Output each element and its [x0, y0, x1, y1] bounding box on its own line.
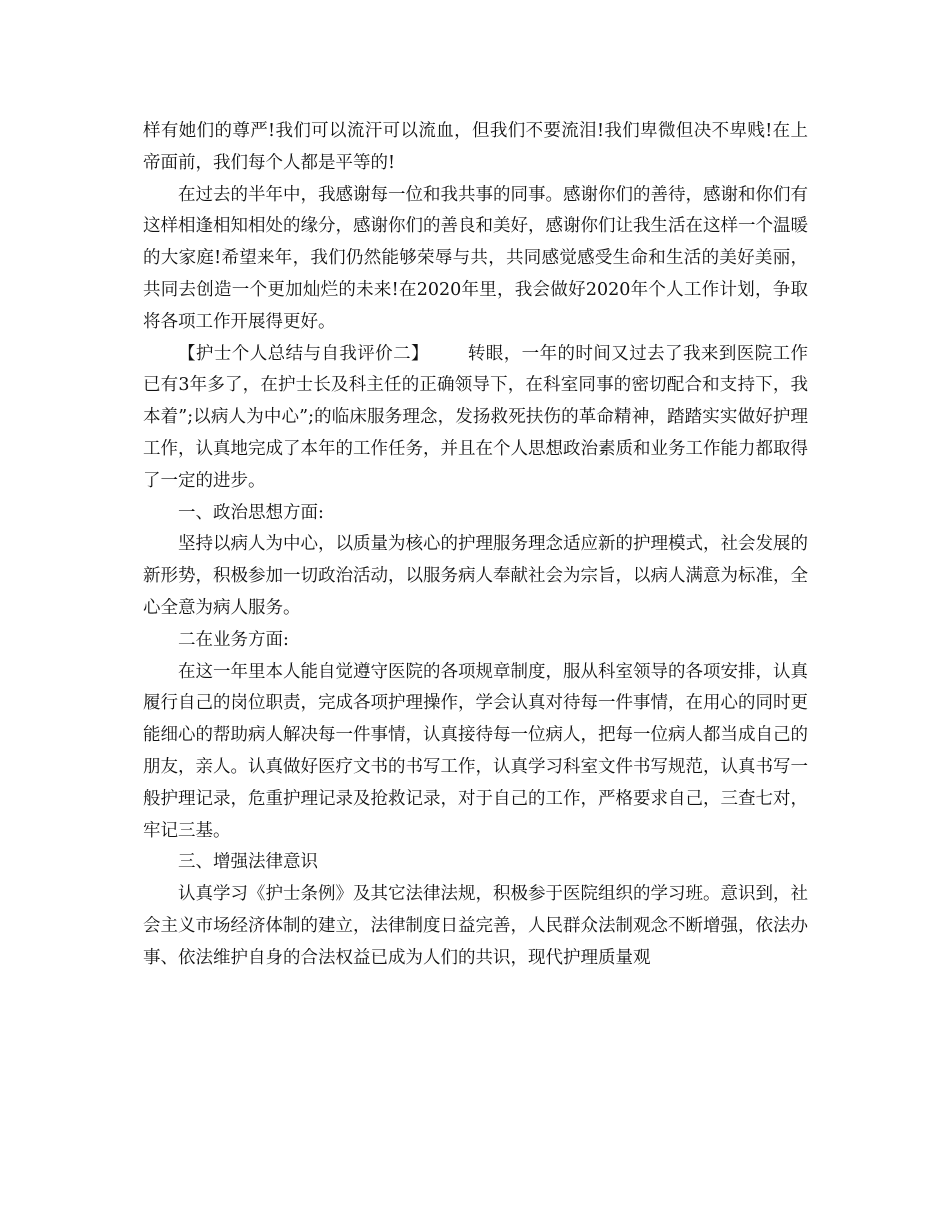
paragraph-law: 认真学习《护士条例》及其它法律法规，积极参于医院组织的学习班。意识到，社会主义市场经济体制的建立，法律制度日益完善，人民群众法制观念不断增强，依法办事、依法维护自身的合法权益已成为人们的共识，现代护理质量观: [143, 884, 808, 968]
paragraph-business: 在这一年里本人能自觉遵守医院的各项规章制度，服从科室领导的各项安排，认真履行自己的岗位职责，完成各项护理操作，学会认真对待每一件事情，在用心的同时更能细心的帮助病人解决每一件事情，认真接待每一位病人，把每一位病人都当成自己的朋友，亲人。认真做好医疗文书的书写工作，认真学习科室文件书写规范，认真书写一般护理记录，危重护理记录及抢救记录，对于自己的工作，严格要求自己，三查七对，牢记三基。: [143, 661, 808, 841]
paragraph-3-text: 转眼，一年的时间又过去了我来到医院工作已有3年多了，在护士长及科主任的正确领导下，在科室同事的密切配合和支持下，我本着”;以病人为中心”;的临床服务理念，发扬救死扶伤的革命精神，踏踏实实做好护理工作，认真地完成了本年的工作任务，并且在个人思想政治素质和业务工作能力都取得了一定的进步。: [143, 343, 809, 491]
paragraph-politics: 坚持以病人为中心，以质量为核心的护理服务理念适应新的护理模式，社会发展的新形势，积极参加一切政治活动，以服务病人奉献社会为宗旨，以病人满意为标准，全心全意为病人服务。: [143, 534, 808, 618]
paragraph-3: [143, 339, 808, 498]
section-heading-business: 二在业务方面:: [178, 629, 289, 650]
document-body: [143, 116, 808, 975]
paragraph-2: 在过去的半年中，我感谢每一位和我共事的同事。感谢你们的善待，感谢和你们有这样相逢相知相处的缘分，感谢你们的善良和美好，感谢你们让我生活在这样一个温暖的大家庭!希望来年，我们仍然能够荣辱与共，共同感觉感受生命和生活的美好美丽，共同去创造一个更加灿烂的未来!在2020年里，我会做好2020年个人工作计划，争取将各项工作开展得更好。: [143, 184, 808, 332]
section-heading-2: 【护士个人总结与自我评价二】: [178, 343, 429, 364]
section-heading-law: 三、增强法律意识: [178, 852, 318, 873]
section-heading-politics: 一、政治思想方面:: [178, 502, 324, 523]
paragraph-1: 样有她们的尊严!我们可以流汗可以流血，但我们不要流泪!我们卑微但决不卑贱!在上帝面前，我们每个人都是平等的!: [143, 121, 808, 173]
